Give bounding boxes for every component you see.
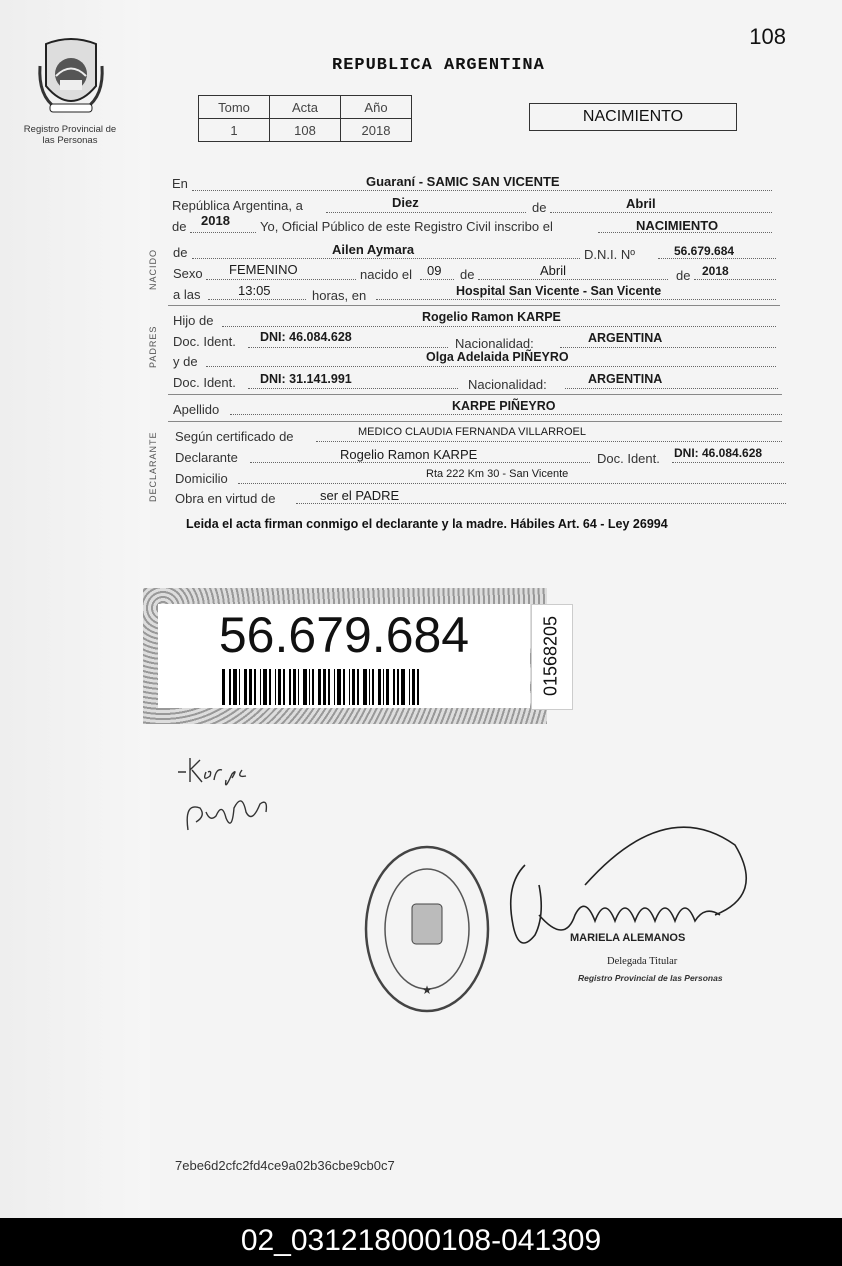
value-anio: 2018: [201, 213, 230, 228]
registry-value-anio: 2018: [341, 119, 412, 142]
barcode-bar: [298, 669, 299, 705]
label-nacido-de: de: [173, 245, 188, 260]
section-declarante: DECLARANTE: [148, 431, 158, 502]
value-hora: 13:05: [238, 283, 271, 298]
value-domicilio: Rta 222 Km 30 - San Vicente: [426, 468, 569, 480]
dotted-line: [248, 347, 448, 348]
act-type-box: NACIMIENTO: [529, 103, 737, 131]
barcode-bar: [397, 669, 399, 705]
value-madre-doc: DNI: 31.141.991: [260, 372, 352, 386]
dotted-line: [565, 388, 778, 389]
official-stamp: [362, 844, 492, 1014]
dotted-line: [694, 279, 776, 280]
barcode-bar: [357, 669, 359, 705]
document-title: REPUBLICA ARGENTINA: [332, 56, 545, 75]
side-code: 01568205: [540, 615, 561, 697]
dotted-line: [478, 279, 668, 280]
barcode-number: 56.679.684: [218, 607, 470, 663]
label-republica: República Argentina, a: [172, 198, 303, 213]
barcode-bar: [303, 669, 307, 705]
dotted-line: [560, 347, 776, 348]
value-dni: 56.679.684: [674, 244, 735, 258]
page-number: 108: [749, 24, 786, 49]
barcode: [222, 669, 462, 705]
label-doc-ident: Doc. Ident.: [597, 451, 660, 466]
barcode-bar: [401, 669, 405, 705]
barcode-bar: [263, 669, 267, 705]
label-y-de: y de: [173, 354, 198, 369]
svg-text:★: ★: [421, 983, 433, 997]
section-divider: [168, 394, 782, 395]
barcode-bar: [352, 669, 355, 705]
label-a-las: a las: [173, 287, 201, 302]
dotted-line: [238, 483, 786, 484]
document-hash: 7ebe6d2cfc2fd4ce9a02b36cbe9cb0c7: [175, 1158, 395, 1173]
barcode-bar: [244, 669, 247, 705]
org-name: Registro Provincial de las Personas: [23, 124, 117, 146]
section-divider: [168, 421, 782, 422]
barcode-bar: [260, 669, 261, 705]
dotted-line: [230, 414, 782, 415]
label-nacionalidad: Nacionalidad:: [455, 336, 534, 351]
barcode-bar: [328, 669, 330, 705]
file-name-footer: 02_031218000108-041309: [0, 1218, 842, 1266]
label-doc-ident: Doc. Ident.: [173, 334, 236, 349]
barcode-bar: [383, 669, 384, 705]
value-madre-nac: ARGENTINA: [588, 372, 663, 386]
value-lugar-nacimiento: Hospital San Vicente - San Vicente: [456, 284, 662, 298]
value-nombre: Ailen Aymara: [332, 242, 415, 257]
label-apellido: Apellido: [173, 402, 220, 417]
barcode-bar: [293, 669, 296, 705]
dotted-line: [316, 441, 782, 442]
barcode-bar: [229, 669, 231, 705]
barcode-bar: [309, 669, 310, 705]
label-hijo-de: Hijo de: [173, 313, 214, 328]
page-margin: [0, 0, 150, 1218]
barcode-bar: [254, 669, 256, 705]
dotted-line: [550, 212, 772, 213]
barcode-bar: [393, 669, 395, 705]
dotted-line: [192, 258, 580, 259]
barcode-bar: [275, 669, 276, 705]
section-nacido: NACIDO: [148, 248, 158, 290]
value-mes: Abril: [626, 196, 656, 211]
label-sexo: Sexo: [173, 266, 203, 281]
value-sexo: FEMENINO: [229, 262, 298, 277]
barcode-bar: [283, 669, 285, 705]
barcode-bar: [369, 669, 370, 705]
dotted-line: [420, 279, 454, 280]
value-nac-mes: Abril: [540, 263, 567, 278]
barcode-bar: [269, 669, 271, 705]
value-declarante: Rogelio Ramon KARPE: [340, 447, 478, 462]
barcode-bar: [386, 669, 389, 705]
barcode-bar: [417, 669, 419, 705]
barcode-bar: [233, 669, 237, 705]
barcode-bar: [343, 669, 345, 705]
officer-name: MARIELA ALEMANOS: [570, 932, 686, 944]
label-de: de: [172, 219, 187, 234]
value-declarante-doc: DNI: 46.084.628: [674, 446, 763, 460]
dotted-line: [208, 299, 306, 300]
officer-title: Delegada Titular: [607, 956, 678, 967]
value-certificado: MEDICO CLAUDIA FERNANDA VILLARROEL: [358, 426, 587, 438]
dotted-line: [206, 279, 356, 280]
officer-signature: [505, 805, 755, 975]
value-nac-dia: 09: [427, 263, 442, 278]
label-doc-ident: Doc. Ident.: [173, 375, 236, 390]
label-inscribo: Yo, Oficial Público de este Registro Civil inscribo el: [260, 219, 553, 234]
barcode-bar: [337, 669, 341, 705]
dotted-line: [326, 212, 526, 213]
label-de: de: [676, 268, 691, 283]
dotted-line: [250, 462, 590, 463]
barcode-bar: [239, 669, 240, 705]
officer-org: Registro Provincial de las Personas: [578, 973, 723, 983]
value-obra: ser el PADRE: [320, 488, 400, 503]
barcode-bar: [289, 669, 291, 705]
dotted-line: [192, 190, 772, 191]
barcode-bar: [318, 669, 321, 705]
barcode-bar: [409, 669, 410, 705]
province-crest-icon: [36, 36, 106, 120]
value-padre: Rogelio Ramon KARPE: [422, 310, 561, 324]
barcode-bar: [222, 669, 225, 705]
barcode-bar: [249, 669, 252, 705]
dotted-line: [658, 258, 776, 259]
value-apellido: KARPE PIÑEYRO: [452, 399, 556, 413]
barcode-bar: [334, 669, 335, 705]
barcode-bar: [372, 669, 374, 705]
label-declarante: Declarante: [175, 450, 238, 465]
dotted-line: [190, 232, 256, 233]
barcode-bar: [363, 669, 367, 705]
value-padre-doc: DNI: 46.084.628: [260, 330, 352, 344]
registry-header-anio: Año: [341, 96, 412, 119]
value-padre-nac: ARGENTINA: [588, 331, 663, 345]
dotted-line: [672, 462, 784, 463]
value-madre: Olga Adelaida PIÑEYRO: [426, 350, 569, 364]
label-de: de: [460, 267, 475, 282]
value-dia: Diez: [392, 195, 419, 210]
barcode-bar: [312, 669, 314, 705]
label-de: de: [532, 200, 547, 215]
dotted-line: [248, 388, 458, 389]
registry-value-acta: 108: [270, 119, 341, 142]
section-divider: [168, 305, 780, 306]
barcode-bar: [378, 669, 381, 705]
label-nacionalidad: Nacionalidad:: [468, 377, 547, 392]
value-nac-anio: 2018: [702, 264, 729, 278]
dotted-line: [376, 299, 776, 300]
barcode-bar: [323, 669, 326, 705]
barcode-bar: [278, 669, 281, 705]
label-obra-en-virtud: Obra en virtud de: [175, 491, 276, 506]
label-en: En: [172, 176, 188, 191]
label-segun-certificado: Según certificado de: [175, 429, 294, 444]
dotted-line: [296, 503, 786, 504]
value-lugar: Guaraní - SAMIC SAN VICENTE: [366, 174, 560, 189]
dotted-line: [206, 366, 776, 367]
registry-table: [198, 95, 412, 142]
declarant-signature: [176, 752, 286, 842]
closing-statement: Leida el acta firman conmigo el declarante y la madre. Hábiles Art. 64 - Ley 26994: [186, 517, 668, 531]
label-horas-en: horas, en: [312, 288, 367, 303]
barcode-bar: [349, 669, 350, 705]
label-nacido-el: nacido el: [360, 267, 413, 282]
label-dni: D.N.I. Nº: [584, 247, 635, 262]
section-padres: PADRES: [148, 325, 158, 368]
label-domicilio: Domicilio: [175, 471, 228, 486]
registry-header-tomo: Tomo: [199, 96, 270, 119]
dotted-line: [222, 326, 776, 327]
barcode-bar: [412, 669, 415, 705]
value-acto: NACIMIENTO: [636, 218, 719, 233]
registry-header-acta: Acta: [270, 96, 341, 119]
registry-value-tomo: 1: [199, 119, 270, 142]
